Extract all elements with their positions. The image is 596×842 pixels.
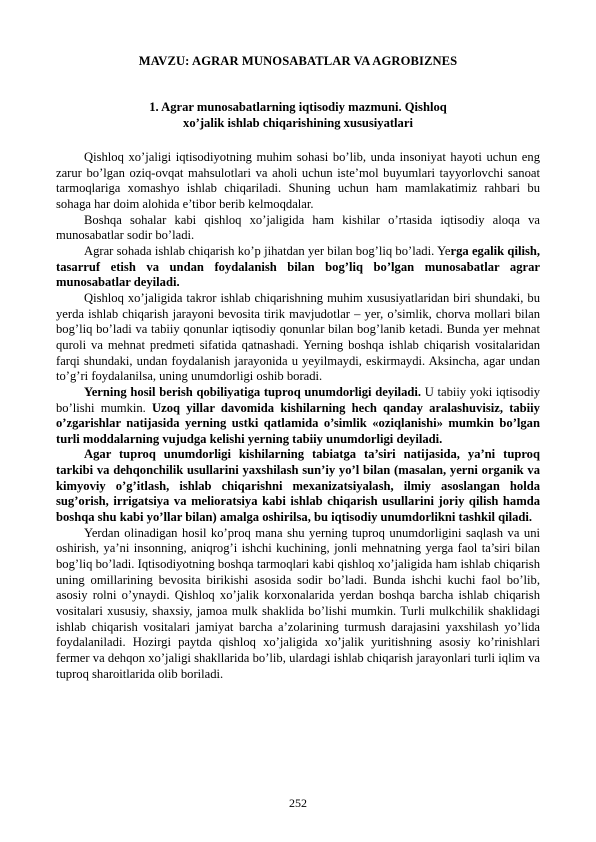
text-segment: Agrar sohada ishlab chiqarish ko’p jihatdan yer bilan bog’liq bo’ladi. Ye <box>84 243 451 258</box>
section-heading <box>0 100 596 131</box>
paragraph <box>56 291 540 385</box>
paragraph <box>56 213 540 244</box>
paragraph <box>56 385 540 448</box>
text-segment: Qishloq xo’jaligi iqtisodiyotning muhim sohasi bo’lib, unda insoniyat hayoti uchun eng zarur bo’lgan oziq-ovqat mahsulotlari va aholi uchun iste’mol buyumlari tayyorlovchi sanoat tarmoqlariga xomashyo ishlab chiqariladi. Shuning uchun ham mamlakatimiz rahbari bu sohaga har doim alohida e’tibor berib kelmoqdalar. <box>56 150 540 211</box>
page-number: 252 <box>289 796 307 810</box>
section-heading-line-1: 1. Agrar munosabatlarning iqtisodiy mazmuni. Qishloq <box>149 100 447 114</box>
paragraph <box>56 150 540 213</box>
body-text <box>56 150 540 682</box>
document-title: MAVZU: AGRAR MUNOSABATLAR VA AGROBIZNES <box>138 54 458 68</box>
text-segment: Boshqa sohalar kabi qishloq xo’jaligida ham kishilar o’rtasida iqtisodiy aloqa va munosabatlar sodir bo’ladi. <box>56 212 540 243</box>
paragraph <box>56 526 540 683</box>
text-segment: Qishloq xo’jaligida takror ishlab chiqarishning muhim xususiyatlaridan biri shundaki, bu yerda ishlab chiqarish jarayoni bevosita tirik mavjudotlar – yer, o’simlik, chorva mollari bilan bog’liq bo’ladi va tabiiy qonunlar iqtisodiy qonunlar bilan bog’lanib ketadi. Bunda yer mehnat quroli va mehnat predmeti sifatida qatnashadi. Yerning boshqa ishlab chiqarish vositalaridan farqi shundaki, undan foydalanish jarayonida u yeyilmaydi, eskirmaydi. Aksincha, agar undan to’g’ri foydalanilsa, uning unumdorligi oshib boradi. <box>56 290 540 384</box>
paragraph <box>56 244 540 291</box>
bold-text-segment: rga egalik qilish, tasarruf etish va undan foydalanish bilan bog’liq bo’lgan munosabatlar agrar munosabatlar deyiladi. <box>56 243 540 290</box>
text-segment: Yerdan olinadigan hosil ko’proq mana shu yerning tuproq unumdorligini saqlash va uni oshirish, ya’ni insonning, aniqrog’i ishchi kuchining, jonli mehnatning yerga faol ta’siri bilan bog’liq bo’ladi. Iqtisodiyotning boshqa tarmoqlari kabi qishloq xo’jaligida ham ishlab chiqarish uning omillarining bevosita birikishi asosida sodir bo’ladi. Bunda ishchi kuchi faol bo’lib, asosiy rolni o’ynaydi. Qishloq xo’jalik korxonalarida yerdan boshqa barcha ishlab chiqarish vositalari xususiy, shaxsiy, jamoa mulk shaklida bo’lishi mumkin. Turli mulkchilik shaklidagi ishlab chiqarish vositalari jamiyat barcha a’zolarining turmush darajasini yaxshilash yo’lida foydalaniladi. Hozirgi paytda qishloq xo’jaligida xo’jalik yuritishning asosiy ko’rinishlari fermer va dehqon xo’jaligi shakllarida bo’lib, ulardagi ishlab chiqarish jarayonlari turli iqlim va tuproq sharoitlarida olib boriladi. <box>56 525 540 681</box>
bold-text-segment: Uzoq yillar davomida kishilarning hech qanday aralashuvisiz, tabiiy o’zgarishlar natijasida yerning ustki qatlamida o’simlik «oziqlanishi» mumkin bo’lgan turli moddalarning vujudga kelishi yerning tabiiy unumdorligi deyiladi. <box>56 400 540 446</box>
paragraph <box>56 447 540 525</box>
bold-text-segment: Agar tuproq unumdorligi kishilarning tabiatga ta’siri natijasida, ya’ni tuproq tarkibi va dehqonchilik usullarini yaxshilash sun’iy yo’l bilan (masalan, yerni organik va kimyoviy o’g’itlash, ishlab chiqarishni mexanizatsiyalash, ilmiy asoslangan holda sug’orish, irrigatsiya va melioratsiya kabi ishlab chiqarish usullarini joriy qilish hamda boshqa shu kabi yo’llar bilan) amalga oshirilsa, bu iqtisodiy unumdorlikni tashkil qiladi. <box>56 447 540 525</box>
text-segment: U tabiiy yoki iqtisodiy bo’lishi mumkin. <box>56 384 540 415</box>
bold-text-segment: Yerning hosil berish qobiliyatiga tuproq unumdorligi deyiladi. <box>84 384 422 399</box>
section-heading-line-2: xo’jalik ishlab chiqarishining xususiyatlari <box>183 115 413 130</box>
